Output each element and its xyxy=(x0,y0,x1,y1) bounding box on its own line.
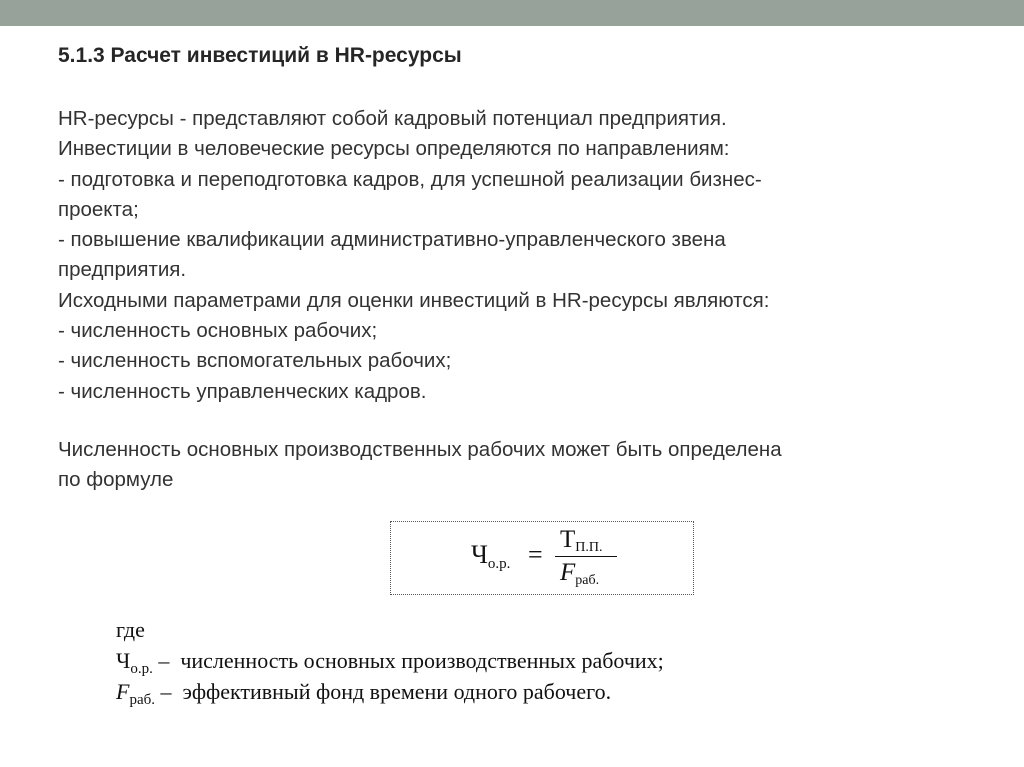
formula xyxy=(391,522,693,594)
definition-symbol-letter: Ч xyxy=(116,648,131,673)
definition-symbol-subscript: раб. xyxy=(129,692,155,708)
definition-text: эффективный фонд времени одного рабочего. xyxy=(182,679,612,704)
definition-dash: – xyxy=(160,679,172,704)
formula-numerator-symbol: Т xyxy=(560,526,576,553)
text-line: - повышение квалификации административно-управленческого звена xyxy=(58,228,726,252)
text-line: - подготовка и переподготовка кадров, для успешной реализации бизнес- xyxy=(58,167,762,191)
definition-item xyxy=(116,676,664,707)
formula-denominator-subscript: раб. xyxy=(575,573,600,588)
formula-lhs xyxy=(471,540,510,573)
definition-dash: – xyxy=(158,648,170,673)
text-line: Инвестиции в человеческие ресурсы определяются по направлениям: xyxy=(58,137,730,161)
formula-equals: = xyxy=(528,540,543,569)
formula-fraction xyxy=(555,526,617,589)
formula-intro-paragraph xyxy=(58,435,998,496)
text-line: - численность управленческих кадров. xyxy=(58,379,427,403)
formula-denominator-symbol: F xyxy=(560,559,576,586)
formula-lhs-symbol: Ч xyxy=(471,540,488,569)
text-line: - численность вспомогательных рабочих; xyxy=(58,349,452,373)
text-line: - численность основных рабочих; xyxy=(58,319,378,343)
formula-numerator xyxy=(555,526,617,556)
slide xyxy=(0,26,1024,767)
text-line: Исходными параметрами для оценки инвестиций в HR-ресурсы являются: xyxy=(58,288,770,312)
definitions xyxy=(116,614,664,707)
definition-text: численность основных производственных рабочих; xyxy=(180,648,664,673)
formula-lhs-subscript: о.р. xyxy=(487,556,511,572)
text-line: по формуле xyxy=(58,468,174,492)
formula-denominator xyxy=(555,559,617,589)
definition-symbol-letter: F xyxy=(116,679,130,704)
formula-numerator-subscript: П.П. xyxy=(575,540,603,555)
formula-box xyxy=(390,521,694,595)
definitions-intro: где xyxy=(116,617,145,642)
top-bar xyxy=(0,0,1024,26)
text-line: проекта; xyxy=(58,197,139,221)
definition-item xyxy=(116,645,664,676)
intro-paragraph xyxy=(58,104,978,407)
text-line: HR-ресурсы - представляют собой кадровый потенциал предприятия. xyxy=(58,107,727,130)
slide-title: 5.1.3 Расчет инвестиций в HR-ресурсы xyxy=(58,44,462,67)
fraction-bar xyxy=(555,556,617,557)
text-line: Численность основных производственных рабочих может быть определена xyxy=(58,438,782,461)
definition-symbol-subscript: о.р. xyxy=(130,661,153,677)
definition-symbol xyxy=(116,676,155,716)
text-line: предприятия. xyxy=(58,258,187,282)
